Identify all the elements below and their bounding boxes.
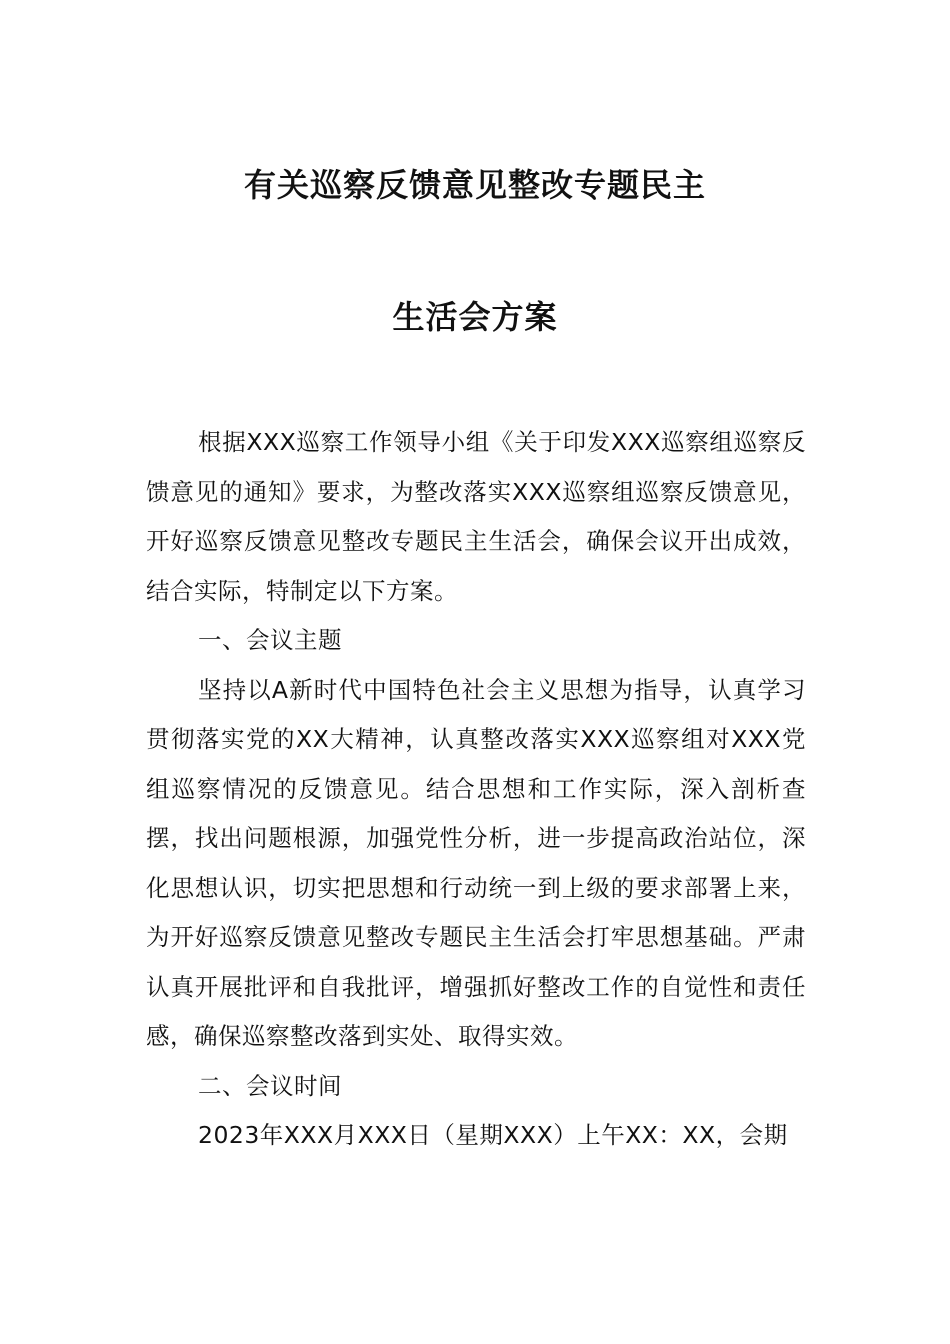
section-heading-time: 二、会议时间 [198, 1071, 342, 1100]
section-heading-theme: 一、会议主题 [198, 626, 342, 654]
intro-paragraph: 根据XXX巡察工作领导小组《关于印发XXX巡察组巡察反馈意见的通知》要求，为整改落实XXX巡察组巡察反馈意见，开好巡察反馈意见整改专题民主生活会，确保会议开出成效，结合实际，特制定以下方案。 [146, 428, 806, 605]
document-body [146, 418, 806, 1161]
document-title-line-2: 生活会方案 [392, 298, 558, 336]
theme-paragraph: 坚持以A新时代中国特色社会主义思想为指导，认真学习贯彻落实党的XX大精神，认真整改落实XXX巡察组对XXX党组巡察情况的反馈意见。结合思想和工作实际，深入剖析查摆，找出问题根源，加强党性分析，进一步提高政治站位，深化思想认识，切实把思想和行动统一到上级的要求部署上来，为开好巡察反馈意见整改专题民主生活会打牢思想基础。严肃认真开展批评和自我批评，增强抓好整改工作的自觉性和责任感，确保巡察整改落到实处、取得实效。 [146, 675, 806, 1050]
document-title-line-1: 有关巡察反馈意见整改专题民主 [243, 166, 706, 204]
time-paragraph: 2023年XXX月XXX日（星期XXX）上午XX：XX，会期 [198, 1121, 788, 1149]
